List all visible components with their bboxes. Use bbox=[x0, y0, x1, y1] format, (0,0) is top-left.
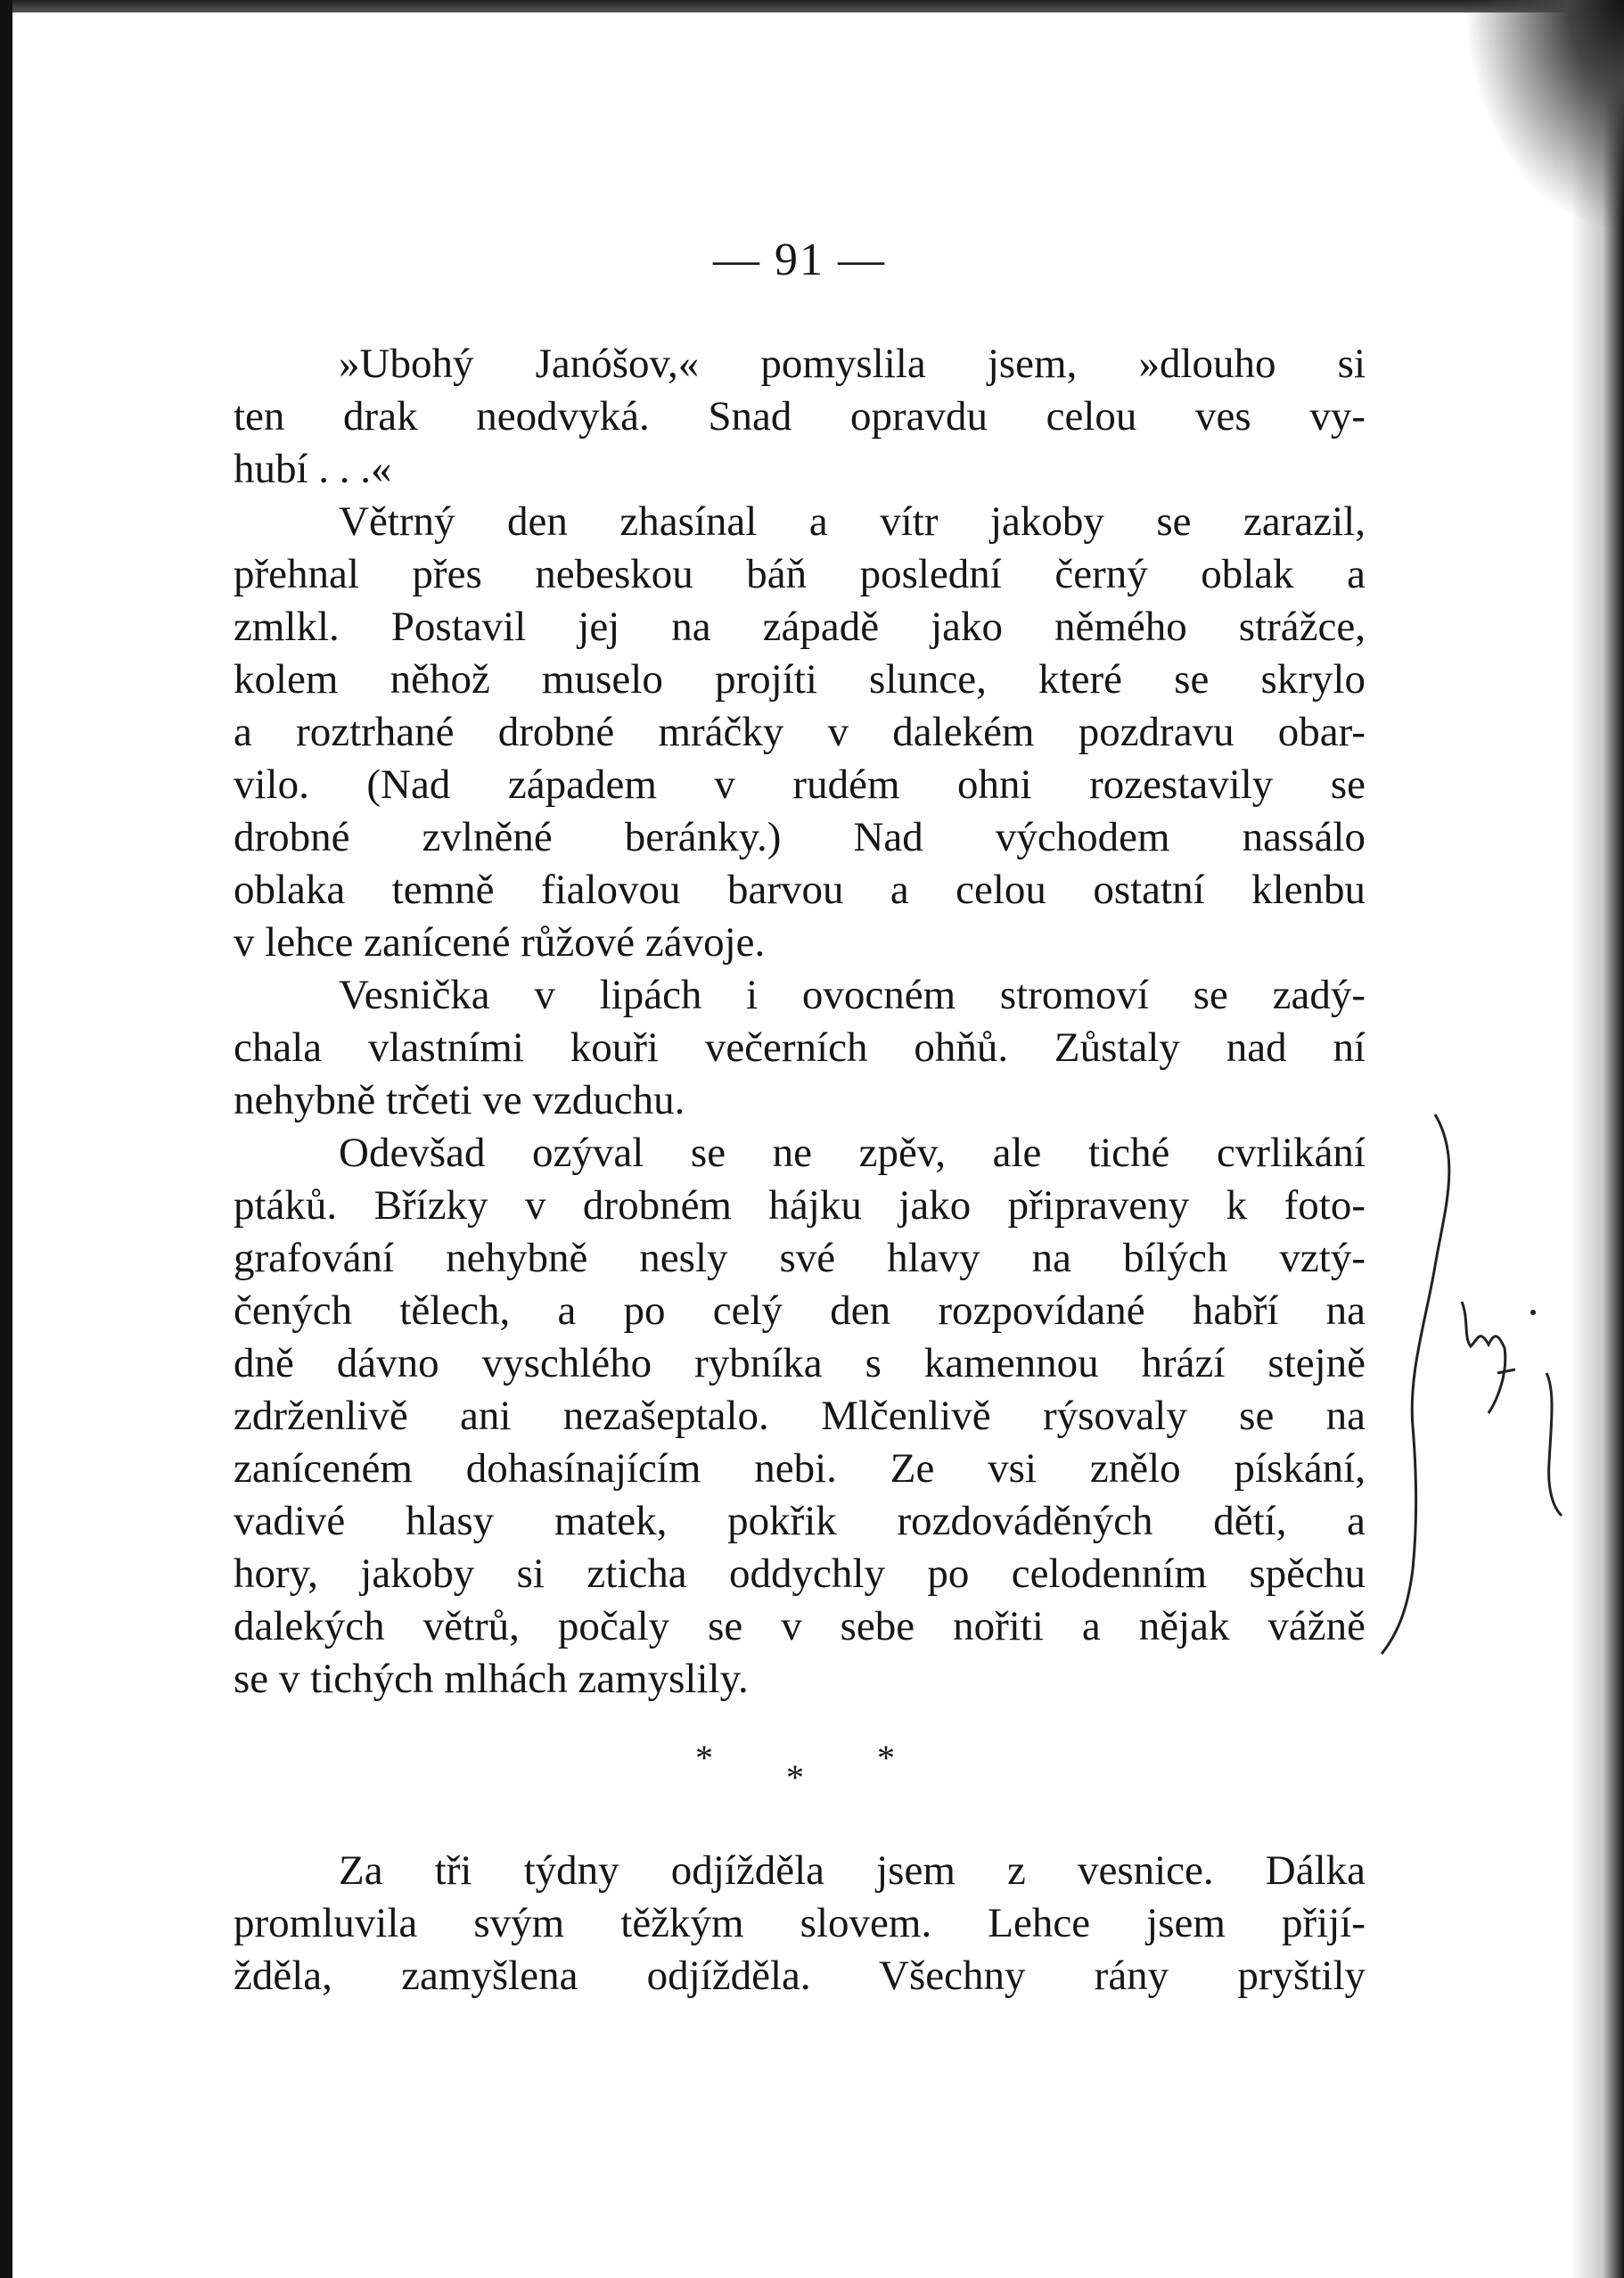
text-line: Za tři týdny odjížděla jsem z vesnice. Dálka bbox=[339, 1847, 1366, 1894]
separator-star: * bbox=[877, 1738, 895, 1778]
text-line: čených tělech, a po celý den rozpovídané habří na bbox=[234, 1287, 1366, 1334]
scan-edge-top bbox=[0, 0, 1624, 12]
text-line: promluvila svým těžkým slovem. Lehce jsem přijí- bbox=[234, 1900, 1366, 1946]
text-line: se v tichých mlhách zamyslily. bbox=[234, 1656, 749, 1702]
text-line: »Ubohý Janóšov,« pomyslila jsem, »dlouho si bbox=[339, 341, 1366, 387]
text-line: ten drak neodvyká. Snad opravdu celou ves vy- bbox=[234, 393, 1366, 440]
text-line: oblaka temně fialovou barvou a celou ostatní klenbu bbox=[234, 867, 1366, 913]
separator-star: * bbox=[786, 1757, 804, 1797]
text-line: hory, jakoby si zticha oddychly po celodenním spěchu bbox=[234, 1550, 1366, 1597]
text-line: Vesnička v lipách i ovocném stromoví se zadý- bbox=[339, 972, 1366, 1018]
handwritten-margin-note bbox=[1364, 1106, 1587, 1658]
text-line: přehnal přes nebeskou báň poslední černý oblak a bbox=[234, 551, 1366, 597]
text-line: v lehce zanícené růžové závoje. bbox=[234, 919, 766, 966]
text-line: dalekých větrů, počaly se v sebe nořiti a nějak vážně bbox=[234, 1603, 1366, 1649]
text-line: zaníceném dohasínajícím nebi. Ze vsi znělo pískání, bbox=[234, 1445, 1366, 1492]
text-line: drobné zvlněné beránky.) Nad východem nassálo bbox=[234, 814, 1366, 860]
scan-edge-left bbox=[0, 0, 12, 2278]
text-line: a roztrhané drobné mráčky v dalekém pozdravu obar- bbox=[234, 709, 1366, 755]
separator-star: * bbox=[695, 1738, 713, 1778]
text-line: kolem něhož muselo projíti slunce, které se skrylo bbox=[234, 656, 1366, 703]
text-line: Větrný den zhasínal a vítr jakoby se zarazil, bbox=[339, 498, 1366, 545]
text-line: vadivé hlasy matek, pokřik rozdováděných dětí, a bbox=[234, 1498, 1366, 1544]
text-line: vilo. (Nad západem v rudém ohni rozestavily se bbox=[234, 761, 1366, 808]
text-line: nehybně trčeti ve vzduchu. bbox=[234, 1077, 685, 1123]
text-line: žděla, zamyšlena odjížděla. Všechny rány pryštily bbox=[234, 1953, 1366, 1999]
text-line: hubí . . .« bbox=[234, 446, 392, 492]
text-line: ptáků. Břízky v drobném hájku jako připraveny k foto- bbox=[234, 1182, 1366, 1229]
scan-corner-shadow bbox=[1464, 0, 1624, 232]
text-line: chala vlastními kouři večerních ohňů. Zůstaly nad ní bbox=[234, 1024, 1366, 1071]
text-line: zdrženlivě ani nezašeptalo. Mlčenlivě rýsovaly se na bbox=[234, 1393, 1366, 1439]
section-separator bbox=[234, 1737, 1366, 1808]
page-number: — 91 — bbox=[713, 234, 886, 285]
text-line: Odevšad ozýval se ne zpěv, ale tiché cvrlikání bbox=[339, 1130, 1366, 1176]
text-line: dně dávno vyschlého rybníka s kamennou hrází stejně bbox=[234, 1340, 1366, 1386]
text-line: zmlkl. Postavil jej na západě jako němého strážce, bbox=[234, 604, 1366, 650]
text-line: grafování nehybně nesly své hlavy na bílých vztý- bbox=[234, 1235, 1366, 1281]
